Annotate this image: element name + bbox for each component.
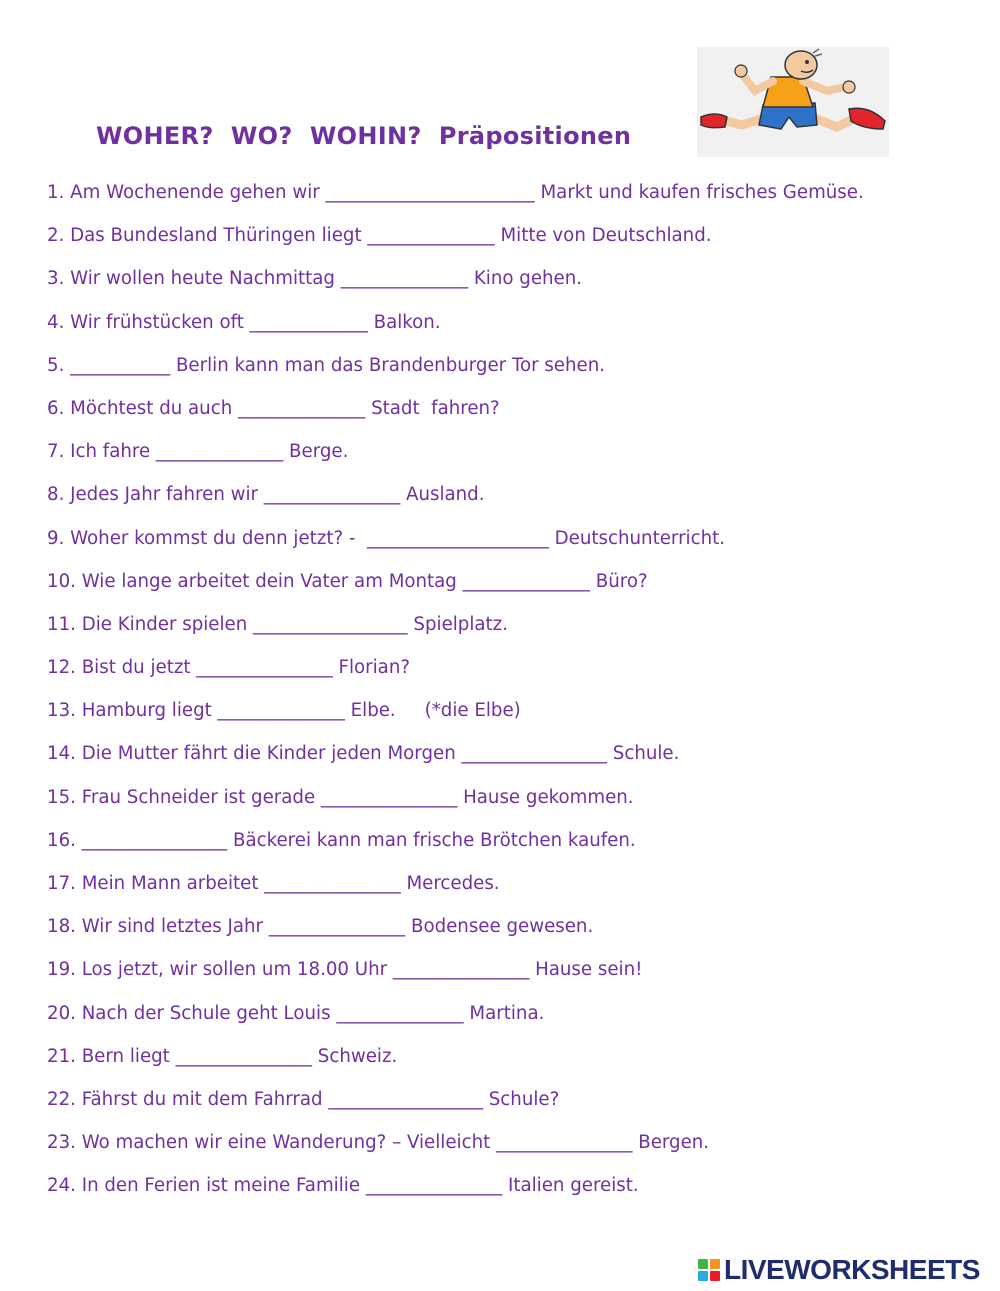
question-item: 9. Woher kommst du denn jetzt? - ____________________ Deutschunterricht. xyxy=(47,527,726,549)
question-item: 8. Jedes Jahr fahren wir _______________ Ausland. xyxy=(47,484,485,506)
question-item: 13. Hamburg liegt ______________ Elbe. (*die Elbe) xyxy=(47,700,521,722)
question-list xyxy=(47,178,864,1215)
logo-block xyxy=(710,1259,720,1269)
running-man-icon xyxy=(697,47,889,157)
question-item: 19. Los jetzt, wir sollen um 18.00 Uhr _______________ Hause sein! xyxy=(47,959,643,981)
question-item: 3. Wir wollen heute Nachmittag ______________ Kino gehen. xyxy=(47,268,583,290)
logo-block xyxy=(710,1271,720,1281)
question-item: 18. Wir sind letztes Jahr _______________ Bodensee gewesen. xyxy=(47,916,594,938)
question-item: 16. ________________ Bäckerei kann man frische Brötchen kaufen. xyxy=(47,829,636,851)
question-item: 6. Möchtest du auch ______________ Stadt fahren? xyxy=(47,397,500,419)
runner-illustration xyxy=(697,47,889,157)
question-item: 12. Bist du jetzt _______________ Florian? xyxy=(47,657,410,679)
question-item: 22. Fährst du mit dem Fahrrad _________________ Schule? xyxy=(47,1088,560,1110)
question-item: 23. Wo machen wir eine Wanderung? – Vielleicht _______________ Bergen. xyxy=(47,1132,710,1154)
question-item: 24. In den Ferien ist meine Familie _______________ Italien gereist. xyxy=(47,1175,639,1197)
liveworksheets-logo xyxy=(698,1254,980,1286)
question-item: 10. Wie lange arbeitet dein Vater am Montag ______________ Büro? xyxy=(47,570,648,592)
question-item: 14. Die Mutter fährt die Kinder jeden Morgen ________________ Schule. xyxy=(47,743,680,765)
question-item: 4. Wir frühstücken oft _____________ Balkon. xyxy=(47,311,441,333)
question-item: 17. Mein Mann arbeitet _______________ Mercedes. xyxy=(47,873,500,894)
logo-block xyxy=(698,1271,708,1281)
brand-name: LIVEWORKSHEETS xyxy=(724,1254,980,1285)
question-item: 11. Die Kinder spielen _________________ Spielplatz. xyxy=(47,613,509,635)
page-title: WOHER? WO? WOHIN? Präpositionen xyxy=(96,122,632,150)
question-item: 20. Nach der Schule geht Louis ______________ Martina. xyxy=(47,1002,545,1024)
question-item: 5. ___________ Berlin kann man das Brandenburger Tor sehen. xyxy=(47,354,606,376)
question-item: 7. Ich fahre ______________ Berge. xyxy=(47,441,349,463)
question-item: 15. Frau Schneider ist gerade _______________ Hause gekommen. xyxy=(47,786,634,808)
question-item: 2. Das Bundesland Thüringen liegt ______________ Mitte von Deutschland. xyxy=(47,225,712,247)
question-item: 21. Bern liegt _______________ Schweiz. xyxy=(47,1045,398,1067)
question-item: 1. Am Wochenende gehen wir _______________________ Markt und kaufen frisches Gemüse. xyxy=(47,182,864,203)
logo-block xyxy=(698,1259,708,1269)
logo-blocks-icon xyxy=(698,1259,720,1281)
